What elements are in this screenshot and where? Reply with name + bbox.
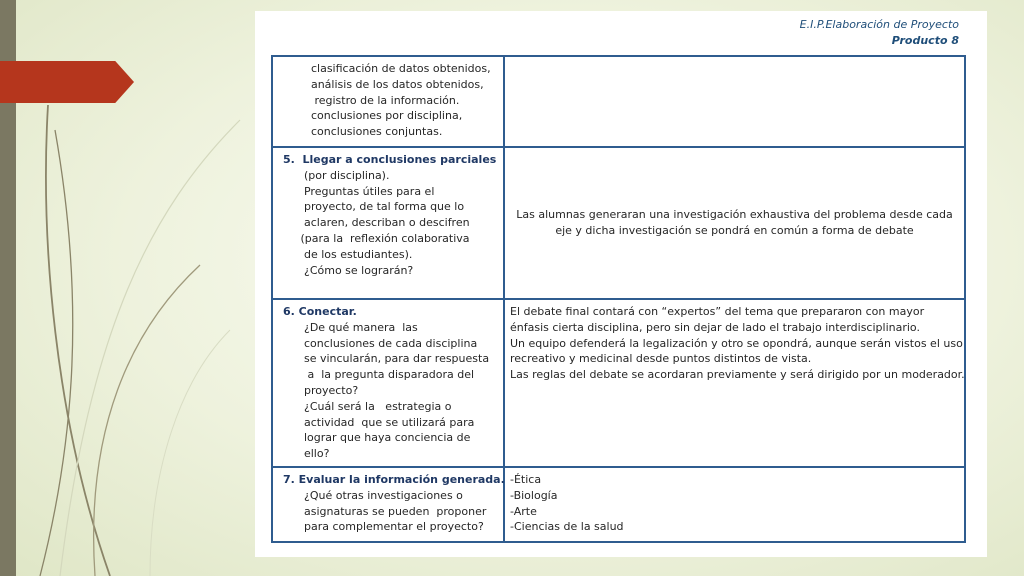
table-row (272, 147, 965, 299)
row-3-right-cell (504, 299, 965, 467)
cell-line: Preguntas útiles para el (283, 184, 435, 198)
list-item: -Arte (510, 504, 537, 518)
list-item: -Ciencias de la salud (510, 520, 624, 534)
cell-line: conclusiones por disciplina, (283, 109, 463, 123)
row-1-right-cell (504, 56, 965, 147)
cell-line: a la pregunta disparadora del (283, 368, 475, 382)
cell-line: conclusiones de cada disciplina (283, 336, 478, 350)
table-row (272, 56, 965, 147)
row-4-right-cell (504, 467, 965, 542)
step-5-title: 5. Llegar a conclusiones parciales (283, 153, 497, 166)
cell-line: Las alumnas generaran una investigación exhaustiva del problema desde cada (516, 208, 953, 222)
row-4-left-cell (272, 467, 504, 542)
row-2-left-cell (272, 147, 504, 299)
cell-line: (para la reflexión colaborativa (283, 231, 470, 245)
row-2-right-cell (504, 147, 965, 299)
cell-line: Las reglas del debate se acordaran previamente y será dirigido por un moderador. (510, 368, 965, 382)
cell-line: eje y dicha investigación se pondrá en común a forma de debate (555, 224, 914, 237)
cell-line: proyecto? (283, 383, 359, 397)
header-title: E.I.P.Elaboración de Proyecto (799, 18, 959, 31)
step-7-title: 7. Evaluar la información generada. (283, 473, 505, 486)
cell-line: ¿De qué manera las (283, 320, 418, 334)
document-page (255, 11, 987, 557)
table-row (272, 467, 965, 542)
cell-line: énfasis cierta disciplina, pero sin dejar de lado el trabajo interdisciplinario. (510, 320, 920, 334)
cell-line: ¿Cómo se lograrán? (283, 263, 414, 277)
row-1-left-cell (272, 56, 504, 147)
cell-line: lograr que haya conciencia de (283, 431, 471, 445)
cell-line: para complementar el proyecto? (283, 520, 484, 534)
table-row (272, 299, 965, 467)
cell-line: se vincularán, para dar respuesta (283, 352, 490, 366)
cell-line: El debate final contará con “expertos” del tema que prepararon con mayor (510, 305, 925, 318)
cell-line: conclusiones conjuntas. (283, 125, 443, 139)
cell-line: registro de la información. (283, 93, 460, 107)
project-table (271, 55, 966, 543)
cell-line: ¿Cuál será la estrategia o (283, 399, 452, 413)
document-header (800, 17, 959, 49)
list-item: -Ética (510, 473, 542, 486)
list-item: -Biología (510, 488, 558, 502)
cell-line: (por disciplina). (283, 168, 390, 182)
header-product: Producto 8 (891, 34, 959, 47)
cell-line: aclaren, describan o descifren (283, 216, 470, 230)
cell-line: de los estudiantes). (283, 247, 413, 261)
cell-line: ello? (283, 447, 330, 461)
step-6-title: 6. Conectar. (283, 305, 357, 318)
cell-line: asignaturas se pueden proponer (283, 504, 487, 518)
cell-line: ¿Qué otras investigaciones o (283, 488, 463, 502)
cell-line: proyecto, de tal forma que lo (283, 200, 465, 214)
cell-line: actividad que se utilizará para (283, 415, 475, 429)
cell-line: clasificación de datos obtenidos, (283, 62, 491, 75)
cell-line: Un equipo defenderá la legalización y otro se opondrá, aunque serán vistos el uso (510, 336, 963, 350)
cell-line: recreativo y medicinal desde puntos distintos de vista. (510, 352, 812, 366)
cell-line: análisis de los datos obtenidos, (283, 77, 484, 91)
row-3-left-cell (272, 299, 504, 467)
red-arrow-banner (0, 61, 134, 103)
